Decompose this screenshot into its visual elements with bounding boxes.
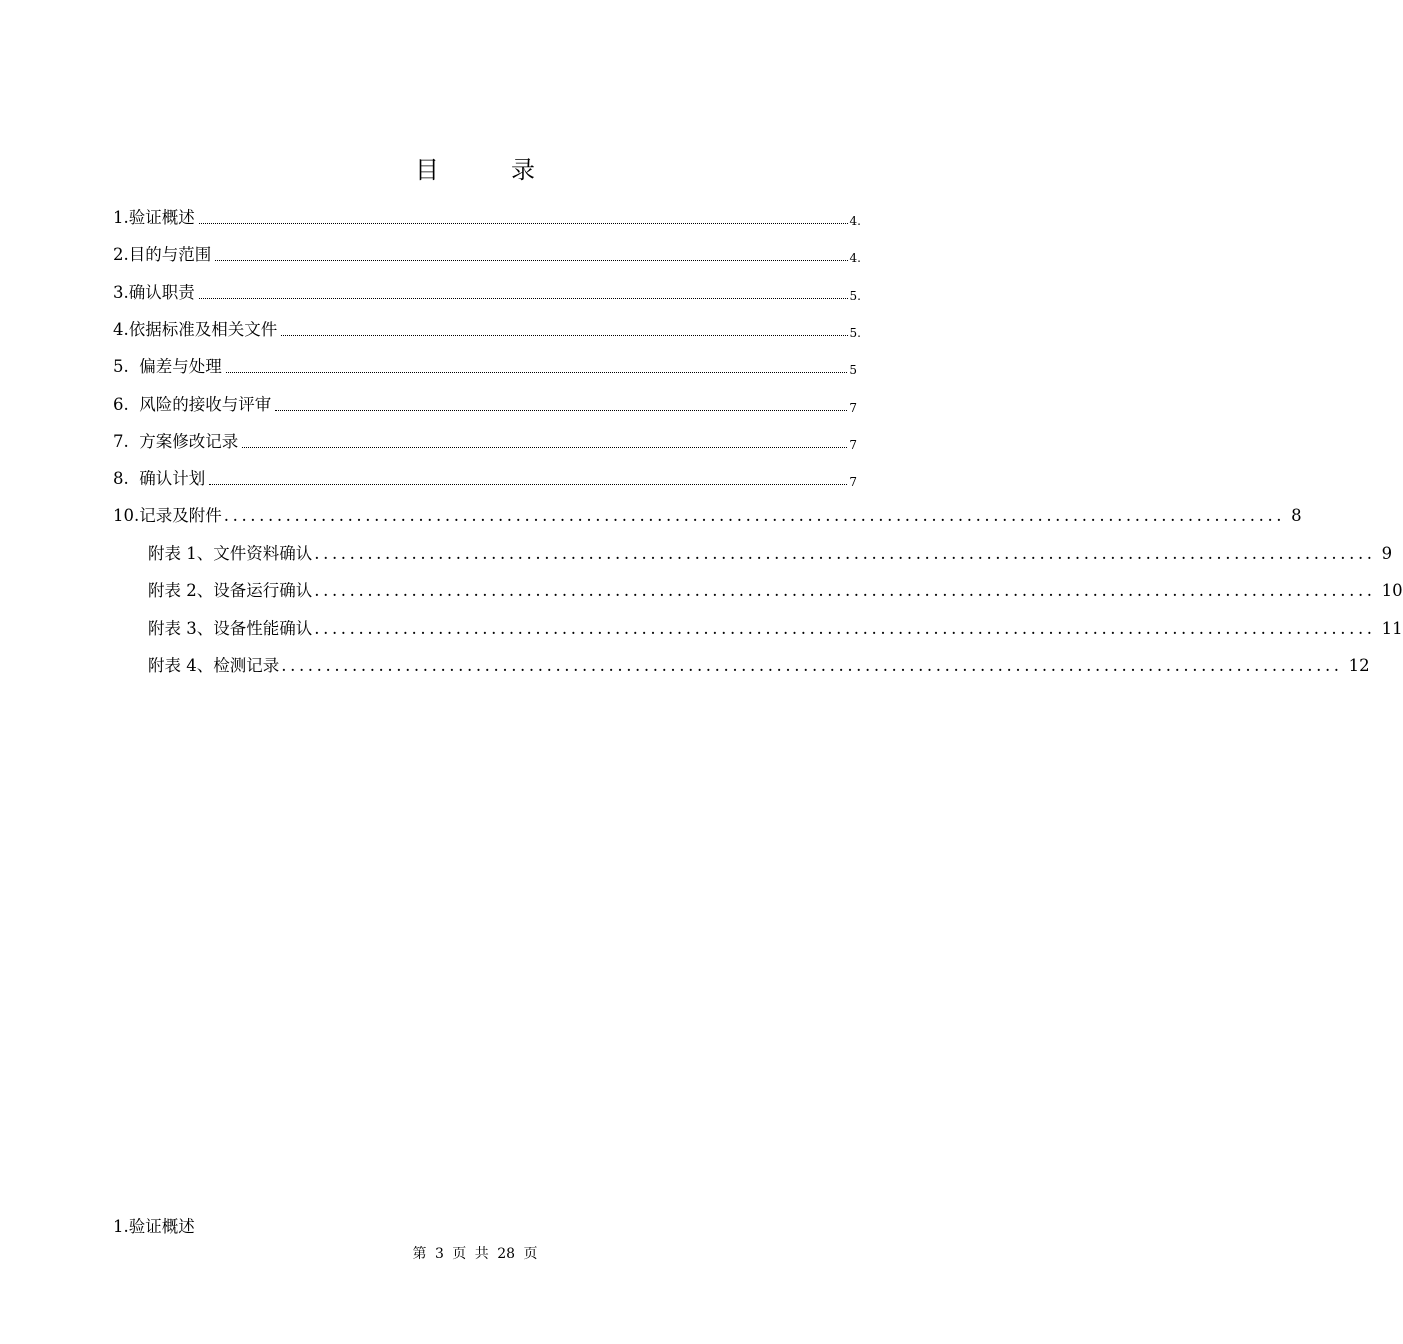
toc-entry-page: 7 (849, 475, 857, 489)
section-heading: 1.验证概述 (113, 1217, 195, 1236)
toc-entry-label: 3.确认职责 (113, 283, 195, 302)
toc-leader: ........................................................................................................................ (281, 656, 1343, 675)
toc-entry[interactable] (113, 207, 861, 229)
toc-entry[interactable] (148, 655, 1370, 677)
toc-entry-page: 5. (849, 326, 861, 340)
toc-entry-label: 8. 确认计划 (113, 469, 206, 488)
toc-entry[interactable] (113, 356, 857, 378)
toc-entry[interactable] (148, 543, 1393, 565)
toc-leader (226, 371, 848, 373)
toc-entry-label: 1.验证概述 (113, 208, 195, 227)
toc-entry-page: 5 (849, 363, 857, 377)
toc-entry-page: 7 (849, 438, 857, 452)
toc-leader (242, 446, 847, 448)
toc-leader (199, 222, 848, 224)
toc-leader (215, 259, 847, 261)
toc-entry-label: 附表 4、检测记录 (148, 656, 280, 675)
toc-entry-page: 4. (849, 214, 861, 228)
toc-entry[interactable] (113, 244, 861, 266)
toc-leader (199, 297, 848, 299)
toc-entry[interactable] (113, 505, 1302, 527)
toc-leader (281, 334, 847, 336)
toc-entry-page: 7 (849, 401, 857, 415)
toc-entry-page: 12 (1348, 656, 1370, 675)
toc-leader: ........................................................................................................................ (314, 581, 1376, 600)
toc-entry-page: 8 (1291, 506, 1302, 525)
title-char-left: 目 (415, 156, 439, 184)
toc-entry-page: 4. (849, 251, 861, 265)
toc-entry[interactable] (113, 319, 861, 341)
toc-entry-page: 5. (849, 289, 861, 303)
toc-entry-page: 10 (1381, 581, 1403, 600)
toc-leader (275, 409, 847, 411)
page-footer: 第 3 页 共 28 页 (412, 1246, 538, 1262)
toc-entry-label: 附表 2、设备运行确认 (148, 581, 313, 600)
toc-entry-label: 附表 1、文件资料确认 (148, 544, 313, 563)
toc-entry-page: 11 (1381, 619, 1403, 638)
page-title (0, 150, 950, 185)
toc-entry-label: 附表 3、设备性能确认 (148, 619, 313, 638)
toc-entry[interactable] (113, 468, 857, 490)
toc-entry-label: 2.目的与范围 (113, 245, 212, 264)
toc-entry[interactable] (113, 431, 857, 453)
toc-leader: ........................................................................................................................ (314, 619, 1376, 638)
toc-entry[interactable] (148, 580, 1403, 602)
toc-entry[interactable] (113, 282, 861, 304)
toc-entry[interactable] (113, 394, 857, 416)
toc-entry[interactable] (148, 618, 1403, 640)
toc-entry-label: 6. 风险的接收与评审 (113, 395, 272, 414)
toc-entry-label: 10.记录及附件 (113, 506, 222, 525)
toc-entry-label: 7. 方案修改记录 (113, 432, 239, 451)
toc-entry-label: 5. 偏差与处理 (113, 357, 222, 376)
toc-entry-label: 4.依据标准及相关文件 (113, 320, 278, 339)
toc-leader: ........................................................................................................................ (223, 506, 1286, 525)
toc-leader (209, 483, 847, 485)
title-char-right: 录 (511, 156, 535, 184)
toc-leader: ........................................................................................................................ (314, 544, 1376, 563)
toc-entry-page: 9 (1381, 544, 1393, 563)
